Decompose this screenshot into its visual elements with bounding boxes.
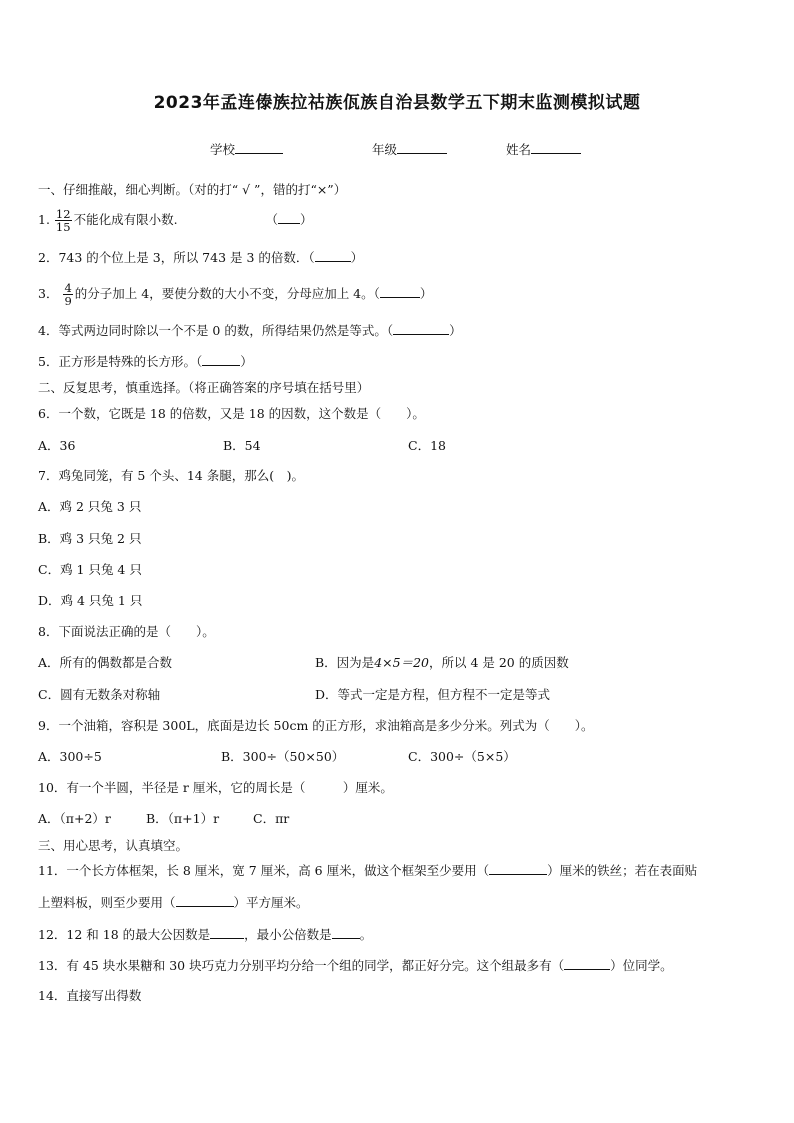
q8-option-d[interactable]: D．等式一定是方程，但方程不一定是等式 — [315, 687, 551, 702]
fraction-4-9: $\frac{4}{9}$ — [64, 281, 72, 308]
school-blank[interactable] — [235, 141, 283, 154]
q7-option-a[interactable]: A．鸡 2 只兔 3 只 — [38, 499, 142, 514]
answer-blank-12b[interactable] — [332, 927, 360, 939]
math-expression: 4×5＝20 — [374, 655, 429, 670]
question-2: 2．743 的个位上是 3，所以 743 是 3 的倍数．（ ） — [38, 250, 364, 265]
q7-option-c[interactable]: C．鸡 1 只兔 4 只 — [38, 562, 142, 577]
grade-field: 年级 — [372, 140, 447, 158]
q8-option-c[interactable]: C．圆有无数条对称轴 — [38, 687, 161, 702]
q9-option-b[interactable]: B．300÷（50×50） — [221, 749, 345, 764]
question-9: 9．一个油箱，容积是 300L，底面是边长 50cm 的正方形，求油箱高是多少分米。列式为（ ）。 — [38, 718, 594, 733]
q8-option-b[interactable]: B．因为是4×5＝20，所以 4 是 20 的质因数 — [315, 655, 569, 670]
q10-option-c[interactable]: C．πr — [253, 811, 290, 826]
grade-blank[interactable] — [397, 141, 447, 154]
question-1: 1. $\frac{12}{15}$ 不能化成有限小数. （ ） — [38, 207, 313, 234]
fraction-12-15: $\frac{12}{15}$ — [55, 207, 71, 234]
school-field: 学校 — [210, 140, 283, 158]
name-field: 姓名 — [506, 140, 581, 158]
answer-blank-2[interactable] — [315, 250, 351, 262]
answer-blank-13[interactable] — [564, 958, 610, 970]
answer-blank-5[interactable] — [202, 354, 240, 366]
answer-blank-3[interactable] — [380, 286, 420, 298]
q9-option-a[interactable]: A．300÷5 — [38, 749, 102, 764]
q8-option-a[interactable]: A．所有的偶数都是合数 — [38, 655, 173, 670]
answer-blank-11a[interactable] — [489, 863, 547, 875]
q6-option-b[interactable]: B．54 — [223, 438, 261, 453]
name-blank[interactable] — [531, 141, 581, 154]
question-12: 12．12 和 18 的最大公因数是 ，最小公倍数是 。 — [38, 927, 373, 942]
answer-blank-4[interactable] — [393, 323, 449, 335]
q9-option-c[interactable]: C．300÷（5×5） — [408, 749, 516, 764]
question-14: 14．直接写出得数 — [38, 988, 142, 1003]
section-heading-2: 二、反复思考，慎重选择。（将正确答案的序号填在括号里） — [38, 380, 370, 395]
question-10: 10．有一个半圆，半径是 r 厘米，它的周长是（ ）厘米。 — [38, 780, 393, 795]
question-3: 3． $\frac{4}{9}$ 的分子加上 4，要使分数的大小不变，分母应加上 4。（ ） — [38, 281, 433, 308]
question-7: 7．鸡兔同笼，有 5 个头、14 条腿，那么( )。 — [38, 468, 304, 483]
q6-option-c[interactable]: C．18 — [408, 438, 446, 453]
section-heading-3: 三、用心思考，认真填空。 — [38, 838, 189, 853]
page-title: 2023年孟连傣族拉祜族佤族自治县数学五下期末监测模拟试题 — [153, 93, 641, 113]
q10-option-a[interactable]: A．（π+2）r — [38, 811, 111, 826]
answer-blank-12a[interactable] — [210, 927, 244, 939]
question-11-line-2: 上塑料板，则至少要用（ ）平方厘米。 — [38, 895, 309, 910]
q7-option-b[interactable]: B．鸡 3 只兔 2 只 — [38, 531, 142, 546]
section-heading-1: 一、仔细推敲，细心判断。（对的打“ √ ”，错的打“×”） — [38, 182, 347, 197]
question-8: 8．下面说法正确的是（ ）。 — [38, 624, 215, 639]
question-13: 13．有 45 块水果糖和 30 块巧克力分别平均分给一个组的同学，都正好分完。这个组最多有（ ）位同学。 — [38, 958, 673, 973]
question-11-line-1: 11．一个长方体框架，长 8 厘米，宽 7 厘米，高 6 厘米，做这个框架至少要用（ ）厘米的铁丝；若在表面贴 — [38, 863, 698, 878]
answer-blank-11b[interactable] — [176, 895, 234, 907]
question-4: 4．等式两边同时除以一个不是 0 的数，所得结果仍然是等式。（ ） — [38, 323, 462, 338]
q7-option-d[interactable]: D．鸡 4 只兔 1 只 — [38, 593, 143, 608]
question-6: 6．一个数，它既是 18 的倍数，又是 18 的因数，这个数是（ ）。 — [38, 406, 425, 421]
answer-blank-1[interactable] — [278, 212, 300, 224]
question-5: 5．正方形是特殊的长方形。（ ） — [38, 354, 253, 369]
q6-option-a[interactable]: A．36 — [38, 438, 76, 453]
q10-option-b[interactable]: B．（π+1）r — [146, 811, 220, 826]
